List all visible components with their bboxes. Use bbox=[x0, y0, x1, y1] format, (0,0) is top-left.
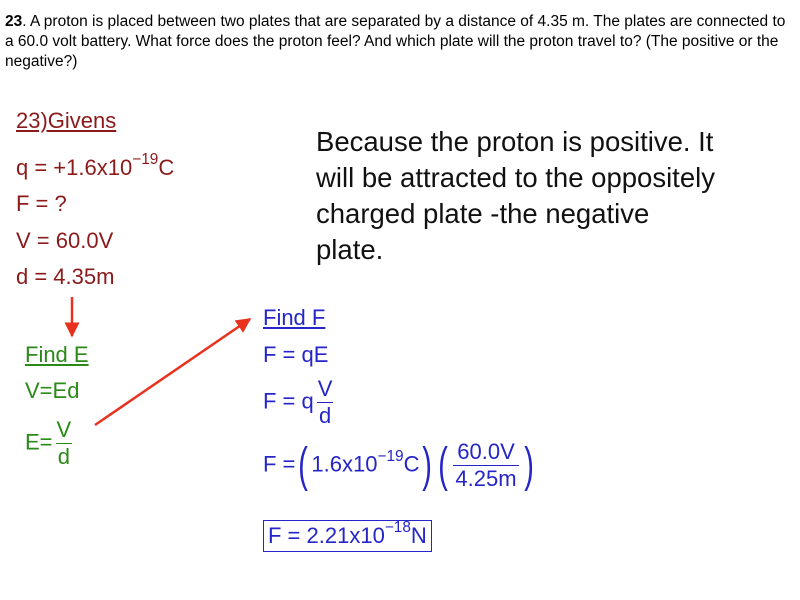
find-f-numeric-numerator: 60.0V bbox=[457, 439, 515, 464]
find-f-numeric-lhs: F = bbox=[263, 451, 296, 477]
explanation-text: Because the proton is positive. It will be attracted to the oppositely charged plate -the negative plate. bbox=[316, 126, 715, 265]
find-e-denominator: d bbox=[57, 444, 70, 469]
find-e-numerator: V bbox=[56, 417, 72, 442]
given-charge-unit: C bbox=[158, 155, 175, 180]
find-f-charge-exponent: −19 bbox=[377, 447, 404, 465]
find-f-title: Find F bbox=[263, 305, 326, 330]
find-e-equation: V=Ed bbox=[25, 378, 80, 403]
find-f-numerator: V bbox=[317, 376, 333, 401]
find-f-charge: 1.6x10 bbox=[311, 451, 378, 477]
given-charge-exponent: −19 bbox=[132, 151, 159, 169]
find-e-lhs: E= bbox=[25, 429, 53, 455]
right-paren-1: ) bbox=[422, 438, 433, 492]
result-exponent: −18 bbox=[384, 519, 411, 537]
result-value: F = 2.21x10 bbox=[268, 523, 385, 548]
given-voltage: V = 60.0V bbox=[16, 228, 114, 253]
given-distance: d = 4.35m bbox=[16, 264, 115, 289]
arrow-find-e-to-find-f bbox=[95, 319, 250, 425]
given-force: F = ? bbox=[16, 191, 67, 216]
left-paren-2: ( bbox=[438, 438, 449, 492]
problem-number: 23 bbox=[5, 13, 23, 30]
right-paren-2: ) bbox=[523, 438, 534, 492]
find-f-numeric-denominator: 4.25m bbox=[455, 466, 517, 491]
given-charge-value: q = +1.6x10 bbox=[16, 155, 133, 180]
find-f-equation: F = qE bbox=[263, 342, 329, 367]
left-paren-1: ( bbox=[298, 438, 309, 492]
result-unit: N bbox=[410, 523, 427, 548]
problem-text: . A proton is placed between two plates that are separated by a distance of 4.35 m. The plates are connected to a 60.0 volt battery. What force does the proton feel? And which plate will the proton travel to? (The positive or the negative?) bbox=[5, 13, 786, 70]
find-f-charge-unit: C bbox=[403, 451, 420, 477]
find-f-lhs: F = q bbox=[263, 388, 314, 414]
find-e-title: Find E bbox=[25, 342, 89, 367]
find-f-denominator: d bbox=[318, 403, 332, 428]
givens-title: 23)Givens bbox=[16, 108, 117, 133]
